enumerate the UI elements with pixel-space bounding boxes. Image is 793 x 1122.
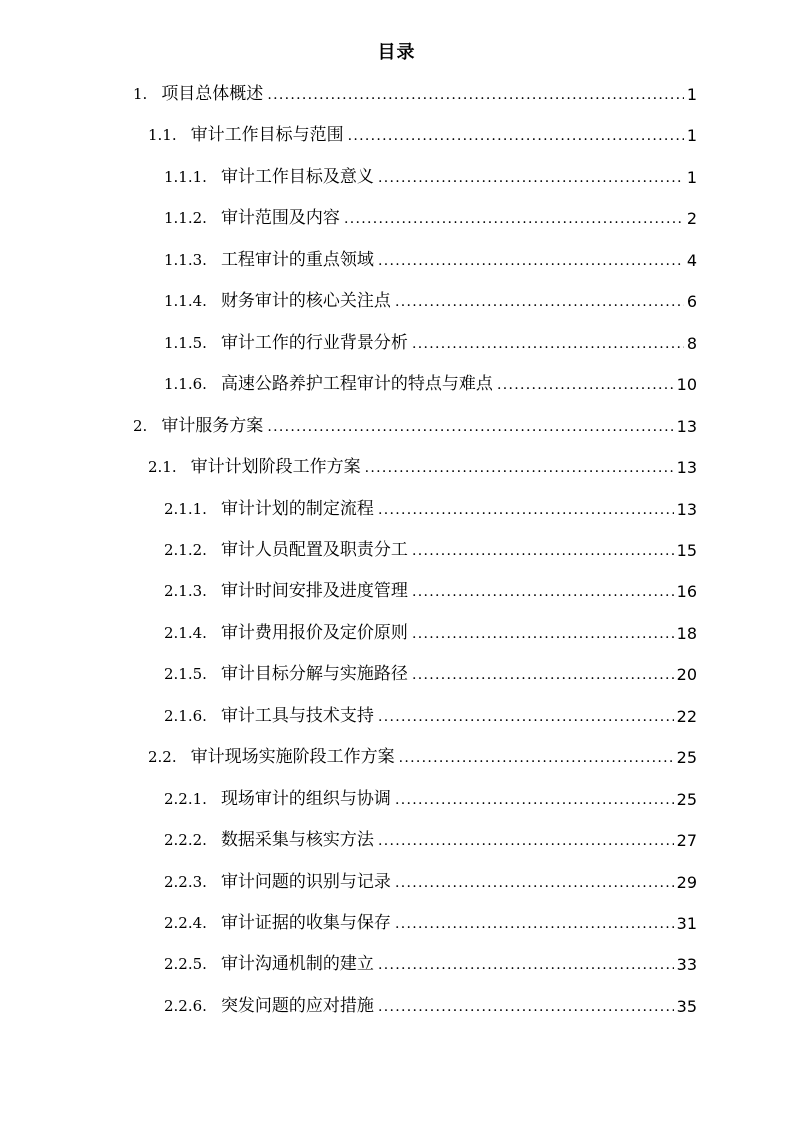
- toc-entry-page: 27: [676, 831, 697, 851]
- toc-entry-title: 财务审计的核心关注点: [220, 291, 391, 312]
- toc-entry-title: 高速公路养护工程审计的特点与难点: [220, 374, 493, 395]
- toc-entry-number: 1.1.1.: [164, 167, 207, 186]
- toc-entry-number: 2.1.5.: [164, 665, 207, 684]
- toc-entry-title: 审计目标分解与实施路径: [220, 664, 408, 685]
- toc-entry-page: 13: [676, 499, 697, 519]
- toc-entry[interactable]: [164, 613, 697, 654]
- toc-entry[interactable]: [164, 986, 697, 1027]
- toc-entry-page: 22: [676, 706, 697, 726]
- toc-entry-title: 项目总体概述: [161, 84, 264, 104]
- toc-entry[interactable]: [164, 903, 697, 944]
- toc-entry-page: 10: [676, 375, 697, 395]
- toc-entry-number: 2.2.5.: [164, 955, 207, 974]
- toc-entry-title: 审计时间安排及进度管理: [220, 581, 408, 602]
- toc-entry-number: 2.2.6.: [164, 996, 207, 1015]
- toc-leader-dots: [412, 572, 674, 613]
- toc-entry-number: 1.1.: [148, 126, 177, 145]
- toc-entry-page: 25: [676, 789, 697, 809]
- toc-entry-title: 审计服务方案: [161, 415, 264, 436]
- toc-entry-page: 1: [686, 167, 697, 187]
- toc-leader-dots: [378, 945, 674, 986]
- toc-entry-page: 13: [676, 458, 697, 478]
- toc-entry-title: 审计沟通机制的建立: [220, 954, 374, 975]
- toc-leader-dots: [267, 407, 673, 448]
- toc-entry[interactable]: [133, 74, 697, 115]
- toc-entry-number: 1.1.2.: [164, 209, 207, 228]
- toc-entry-page: 25: [676, 748, 697, 768]
- toc-entry[interactable]: [164, 323, 697, 364]
- toc-leader-dots: [344, 199, 684, 240]
- toc-entry-title: 审计工作的行业背景分析: [220, 332, 408, 353]
- toc-entry[interactable]: [164, 696, 697, 737]
- toc-leader-dots: [399, 738, 674, 779]
- toc-entry[interactable]: [148, 447, 697, 488]
- toc-leader-dots: [378, 241, 684, 282]
- toc-entry[interactable]: [164, 779, 697, 820]
- toc-entry-page: 8: [686, 333, 697, 353]
- toc-entry-page: 2: [686, 209, 697, 229]
- toc-entry[interactable]: [164, 530, 697, 571]
- toc-leader-dots: [412, 531, 674, 572]
- toc-entry-number: 2.1.2.: [164, 540, 207, 559]
- toc-leader-dots: [412, 614, 674, 655]
- toc-entry[interactable]: [164, 944, 697, 985]
- toc-entry[interactable]: [164, 240, 697, 281]
- toc-entry-page: 18: [676, 623, 697, 643]
- toc-entry-title: 审计计划阶段工作方案: [190, 457, 361, 478]
- toc-entry-page: 31: [676, 914, 697, 933]
- toc-entry[interactable]: [164, 571, 697, 612]
- toc-entry[interactable]: [164, 489, 697, 530]
- toc-entry-number: 1.1.6.: [164, 375, 207, 394]
- toc-entry-number: 2.2.1.: [164, 789, 207, 808]
- toc-entry-number: 2.1.3.: [164, 582, 207, 601]
- toc-entry-title: 审计工具与技术支持: [220, 705, 374, 726]
- toc-leader-dots: [267, 75, 684, 116]
- toc-entry-page: 4: [686, 250, 697, 270]
- toc-entry-number: 2.2.: [148, 748, 177, 767]
- toc-entry-title: 审计范围及内容: [220, 208, 340, 229]
- toc-entry-title: 审计证据的收集与保存: [220, 913, 391, 933]
- toc-leader-dots: [412, 655, 674, 696]
- toc-entry-title: 审计费用报价及定价原则: [220, 622, 408, 643]
- toc-entry-number: 2.2.2.: [164, 831, 207, 850]
- toc-leader-dots: [395, 863, 674, 904]
- toc-entry-page: 16: [676, 582, 697, 602]
- toc-leader-dots: [378, 158, 684, 199]
- toc-leader-dots: [395, 780, 674, 821]
- toc-entry-page: 33: [676, 955, 697, 975]
- toc-entry[interactable]: [148, 737, 697, 778]
- toc-entry-page: 20: [676, 665, 697, 685]
- toc-entry-title: 工程审计的重点领域: [220, 249, 374, 270]
- toc-entry-page: 29: [676, 872, 697, 892]
- toc-entry[interactable]: [133, 406, 697, 447]
- toc-entry-number: 1.1.4.: [164, 292, 207, 311]
- toc-entry-page: 6: [686, 292, 697, 312]
- toc-entry[interactable]: [148, 115, 697, 156]
- toc-leader-dots: [378, 490, 674, 531]
- toc-entry-title: 审计工作目标与范围: [190, 125, 344, 146]
- toc-leader-dots: [348, 116, 684, 157]
- toc-entry-number: 1.: [133, 85, 148, 103]
- toc-entry[interactable]: [164, 364, 697, 405]
- toc-entry-title: 审计现场实施阶段工作方案: [190, 747, 395, 768]
- toc-entry-page: 1: [686, 126, 697, 146]
- toc-entry-number: 2.2.4.: [164, 914, 207, 932]
- toc-leader-dots: [395, 282, 684, 323]
- toc-entry[interactable]: [164, 820, 697, 861]
- toc-entry-title: 审计问题的识别与记录: [220, 871, 391, 892]
- toc-title: 目录: [377, 42, 416, 63]
- toc-entry[interactable]: [164, 198, 697, 239]
- toc-entry[interactable]: [164, 157, 697, 198]
- toc-leader-dots: [378, 987, 674, 1028]
- toc-entry-page: 1: [686, 85, 697, 104]
- toc-entry-title: 现场审计的组织与协调: [220, 788, 391, 809]
- toc-leader-dots: [395, 904, 674, 945]
- toc-entry-number: 1.1.3.: [164, 250, 207, 269]
- toc-entry-number: 2.1.1.: [164, 499, 207, 518]
- toc-entry-page: 13: [676, 416, 697, 436]
- toc-entry-title: 审计工作目标及意义: [220, 166, 374, 187]
- toc-entry-title: 数据采集与核实方法: [220, 830, 374, 851]
- toc-entry-title: 审计人员配置及职责分工: [220, 539, 408, 560]
- toc-entry-number: 2.: [133, 416, 148, 435]
- toc-entry-number: 1.1.5.: [164, 333, 207, 352]
- toc-entry-number: 2.1.6.: [164, 706, 207, 725]
- toc-entry-number: 2.1.4.: [164, 623, 207, 642]
- toc-entry-number: 2.1.: [148, 458, 177, 477]
- toc-leader-dots: [497, 365, 674, 406]
- toc-entry[interactable]: [164, 654, 697, 695]
- toc-entry-number: 2.2.3.: [164, 872, 207, 891]
- toc-entry-page: 35: [676, 996, 697, 1016]
- toc-entry-title: 突发问题的应对措施: [220, 995, 374, 1016]
- toc-leader-dots: [365, 448, 674, 489]
- toc-entry[interactable]: [164, 281, 697, 322]
- toc-entry[interactable]: [164, 862, 697, 903]
- toc-leader-dots: [378, 821, 674, 862]
- toc-entry-page: 15: [676, 540, 697, 560]
- toc-entry-title: 审计计划的制定流程: [220, 498, 374, 519]
- toc-leader-dots: [378, 697, 674, 738]
- toc-leader-dots: [412, 324, 684, 365]
